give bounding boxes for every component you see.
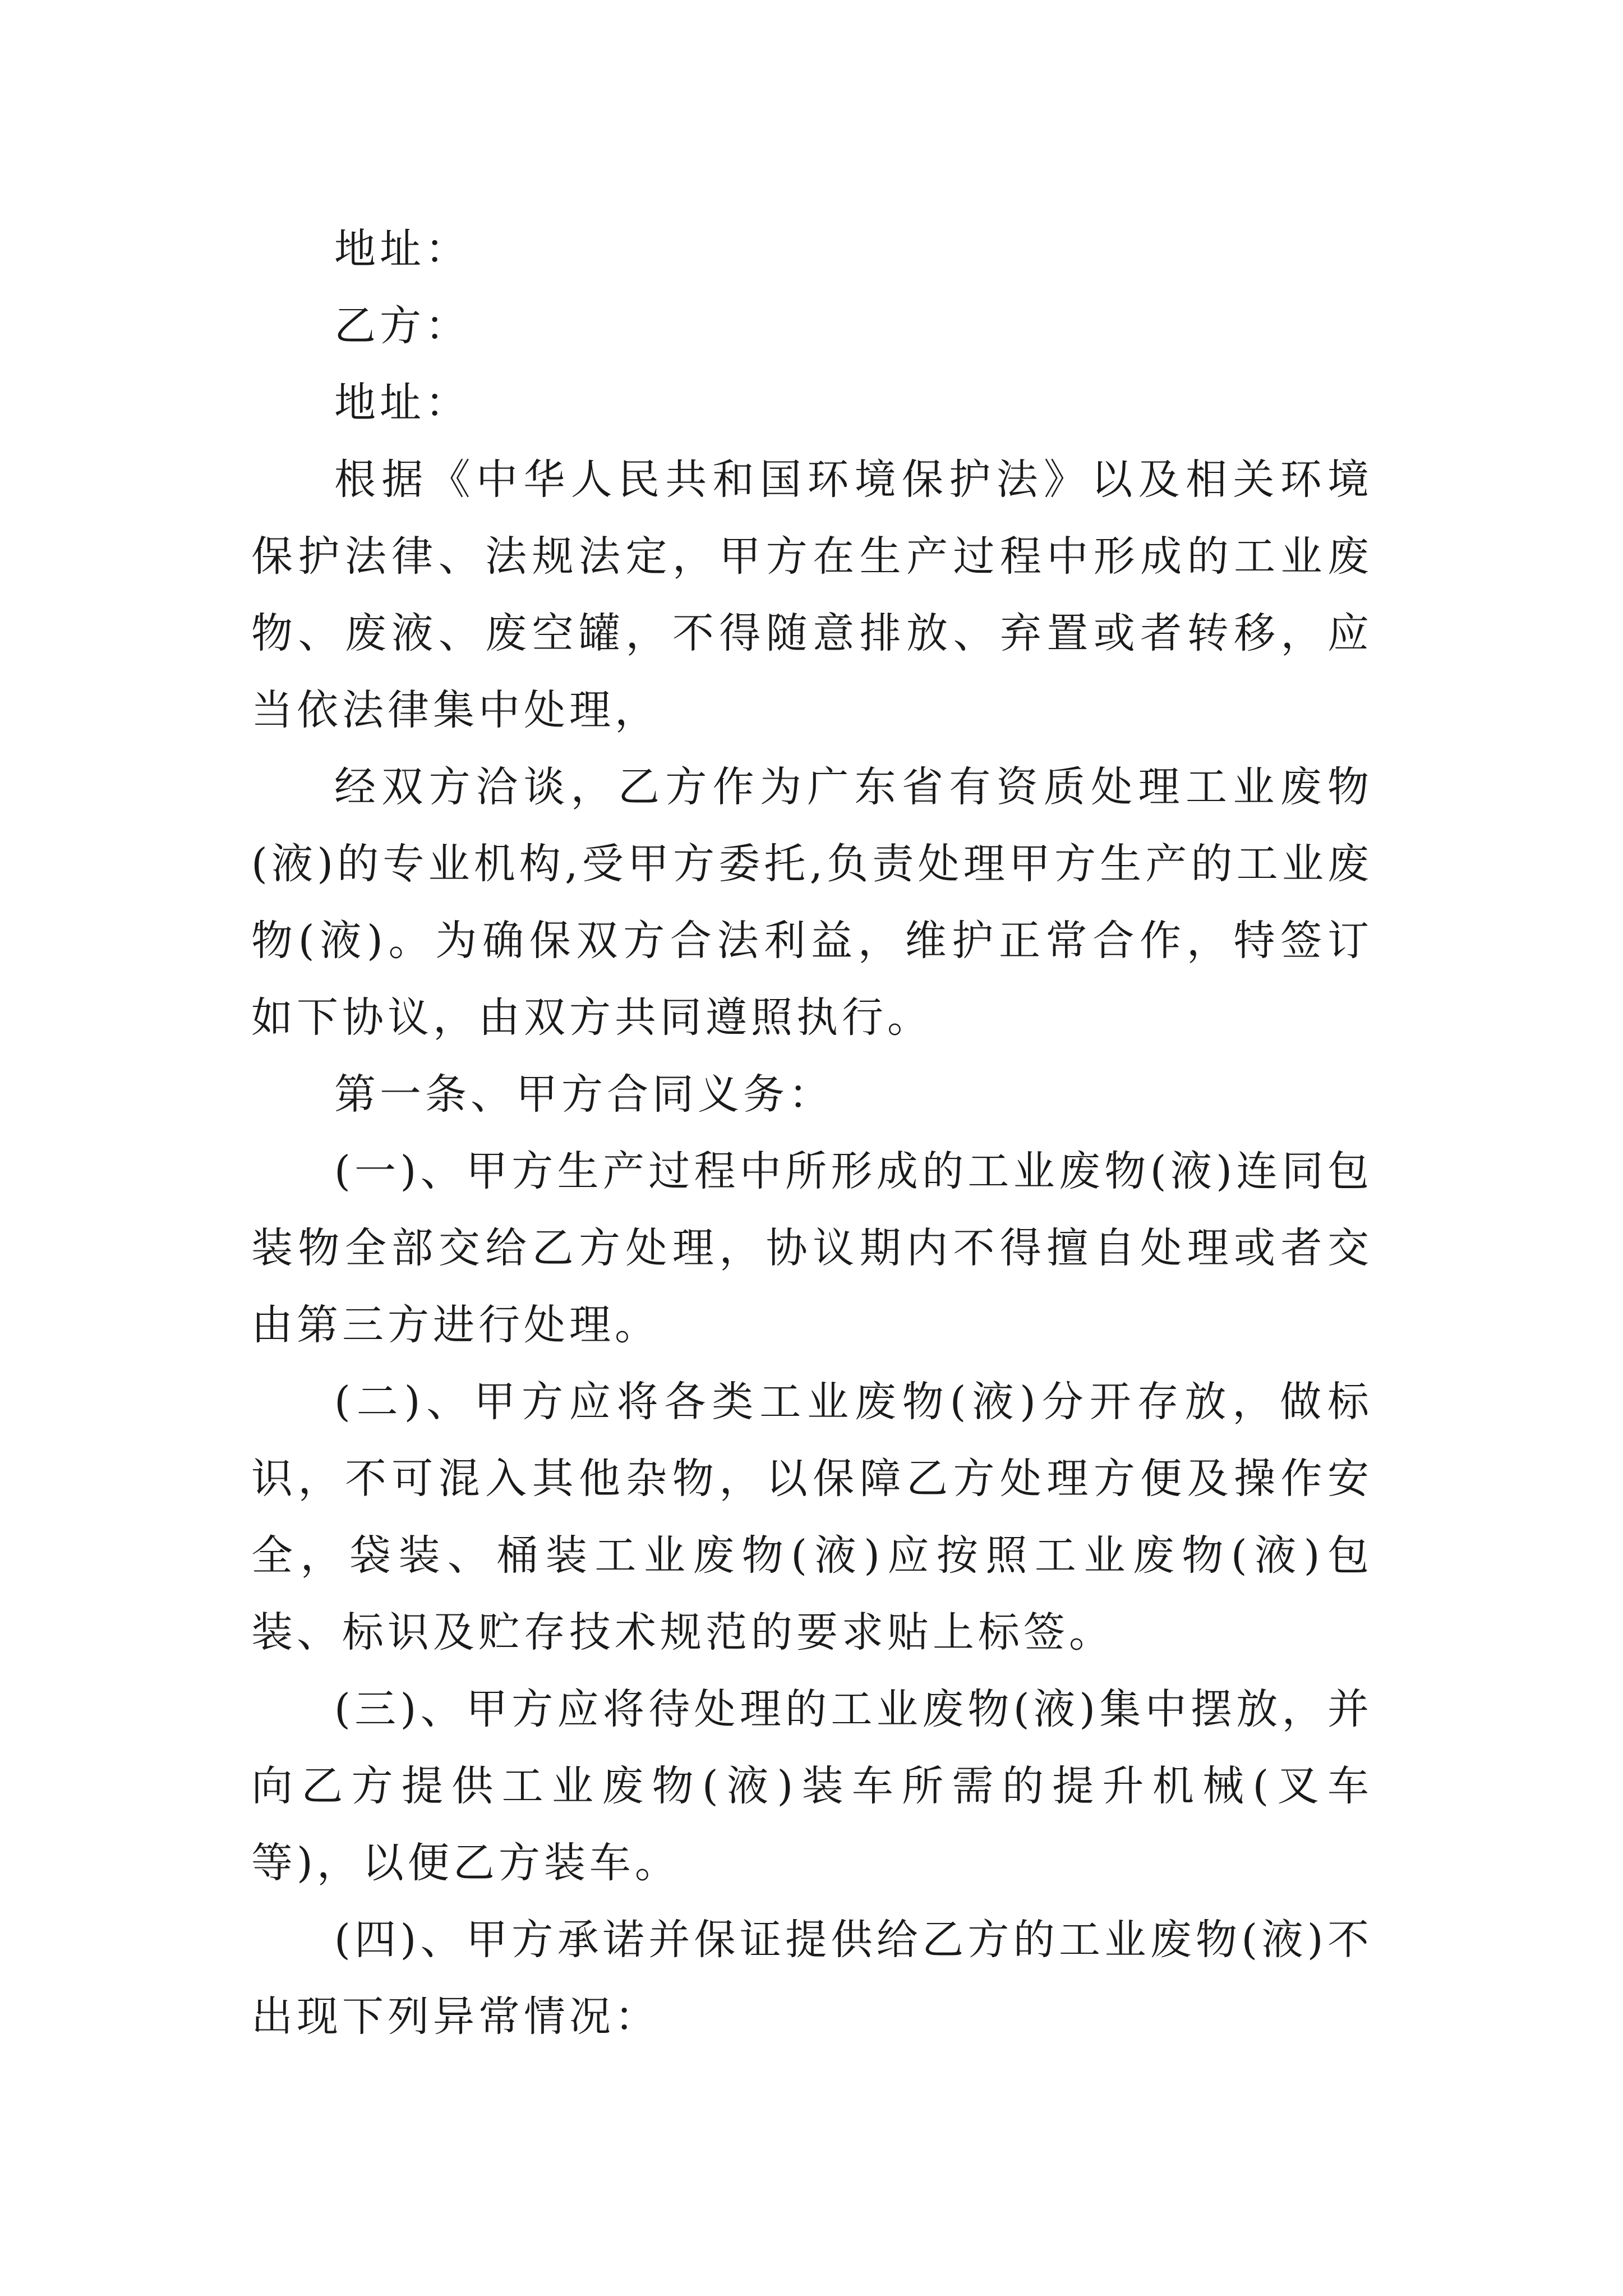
article-one-heading: 第一条、甲方合同义务： (334, 1070, 834, 1119)
clause-4-paragraph: (四)、甲方承诺并保证提供给乙方的工业废物(液)不出现下列异常情况： (251, 1916, 1373, 2041)
document-body (251, 211, 1373, 2055)
party-a-address-line: 地址： (334, 225, 471, 273)
clause-2-paragraph: (二)、甲方应将各类工业废物(液)分开存放，做标识，不可混入其他杂物，以保障乙方处理方便及操作安全，袋装、桶装工业废物(液)应按照工业废物(液)包装、标识及贮存技术规范的要求贴上标签。 (251, 1378, 1373, 1657)
legal-basis-paragraph: 根据《中华人民共和国环境保护法》以及相关环境保护法律、法规法定，甲方在生产过程中形成的工业废物、废液、废空罐，不得随意排放、弃置或者转移，应当依法律集中处理， (251, 455, 1373, 734)
party-b-address-line: 地址： (334, 379, 471, 427)
clause-3-paragraph: (三)、甲方应将待处理的工业废物(液)集中摆放，并向乙方提供工业废物(液)装车所需的提升机械(叉车等)，以便乙方装车。 (251, 1685, 1373, 1887)
clause-1-paragraph: (一)、甲方生产过程中所形成的工业废物(液)连同包装物全部交给乙方处理，协议期内不得擅自处理或者交由第三方进行处理。 (251, 1147, 1373, 1349)
agreement-purpose-paragraph: 经双方洽谈，乙方作为广东省有资质处理工业废物(液)的专业机构,受甲方委托,负责处理甲方生产的工业废物(液)。为确保双方合法利益，维护正常合作，特签订如下协议，由双方共同遵照执行。 (251, 763, 1373, 1042)
party-b-line: 乙方： (334, 302, 471, 350)
